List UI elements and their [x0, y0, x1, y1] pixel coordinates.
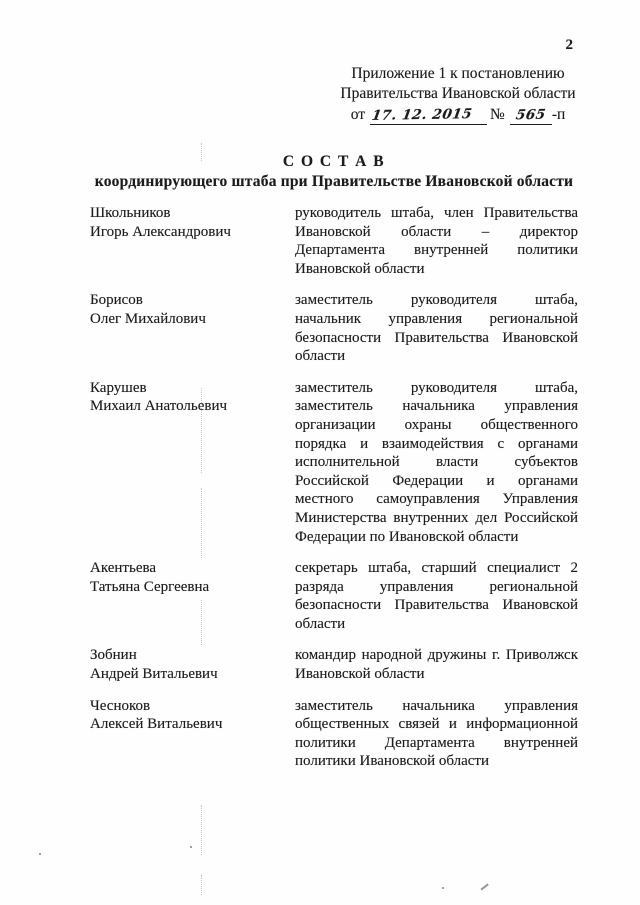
member-role: заместитель руководителя штаба, начальник управления региональной безопасности Правительства Ивановской области	[295, 292, 578, 365]
page-number: 2	[565, 37, 573, 53]
member-role: заместитель руководителя штаба, заместитель начальника управления организации охраны общественного порядка и взаимодействия с органами исполнительной власти субъектов Российской Федерации и органами местного самоуправления Управления Министерства внутренних дел Российской Федерации по Ивановской области	[295, 379, 578, 545]
scan-speck	[442, 887, 444, 889]
member-surname: Карушев	[90, 379, 147, 396]
handwritten-date: 17. 12. 2015	[370, 106, 473, 124]
date-prefix: от	[350, 106, 366, 123]
member-given-names: Алексей Витальевич	[90, 716, 223, 733]
scan-speck	[39, 853, 41, 855]
member-surname: Зобнин	[90, 647, 137, 664]
member-name	[90, 697, 295, 771]
document-subtitle: координирующего штаба при Правительстве Ивановской области	[94, 173, 574, 190]
member-given-names: Татьяна Сергеевна	[90, 578, 210, 595]
member-role: руководитель штаба, член Правительства Ивановской области – директор Департамента внутренней политики Ивановской области	[295, 205, 578, 277]
scan-fold-line	[201, 600, 202, 645]
appendix-block	[336, 64, 580, 125]
scan-fold-line	[201, 388, 202, 473]
member-given-names: Андрей Витальевич	[90, 666, 218, 683]
member-given-names: Олег Михайлович	[90, 310, 206, 327]
member-surname: Школьников	[90, 205, 171, 221]
member-role: заместитель начальника управления общественных связей и информационной политики Департамента внутренней политики Ивановской области	[295, 697, 578, 770]
member-name	[90, 291, 295, 365]
members-list	[90, 204, 578, 784]
scan-slash-mark	[480, 883, 488, 890]
scan-speck	[190, 846, 192, 848]
member-surname: Борисов	[90, 292, 143, 309]
number-sign: №	[490, 106, 505, 123]
member-role: командир народной дружины г. Приволжск Ивановской области	[295, 647, 578, 683]
handwritten-number: 565	[514, 106, 547, 124]
member-name	[90, 379, 295, 546]
member-row	[90, 291, 578, 365]
document-title: С О С Т А В	[282, 153, 386, 170]
member-surname: Акентьева	[90, 560, 157, 577]
scan-fold-line	[201, 143, 202, 161]
member-row	[90, 379, 578, 546]
member-role: секретарь штаба, старший специалист 2 разряда управления региональной безопасности Правительства Ивановской области	[295, 560, 578, 632]
member-name	[90, 559, 295, 633]
member-row	[90, 646, 578, 683]
scan-fold-line	[201, 488, 202, 558]
date-underline	[370, 108, 487, 125]
appendix-line1: Приложение 1 к постановлению	[351, 65, 565, 82]
member-surname: Чесноков	[90, 697, 151, 714]
member-name	[90, 646, 295, 683]
appendix-ref-line	[336, 105, 580, 125]
number-underline	[510, 108, 552, 125]
scan-fold-line	[201, 875, 202, 895]
scan-fold-line	[201, 805, 202, 855]
number-suffix: -п	[551, 106, 566, 123]
member-given-names: Михаил Анатольевич	[90, 398, 228, 415]
member-name	[90, 204, 295, 278]
member-row	[90, 559, 578, 633]
member-row	[90, 697, 578, 771]
member-row	[90, 204, 578, 278]
member-given-names: Игорь Александрович	[90, 223, 231, 240]
appendix-line2: Правительства Ивановской области	[340, 85, 576, 102]
